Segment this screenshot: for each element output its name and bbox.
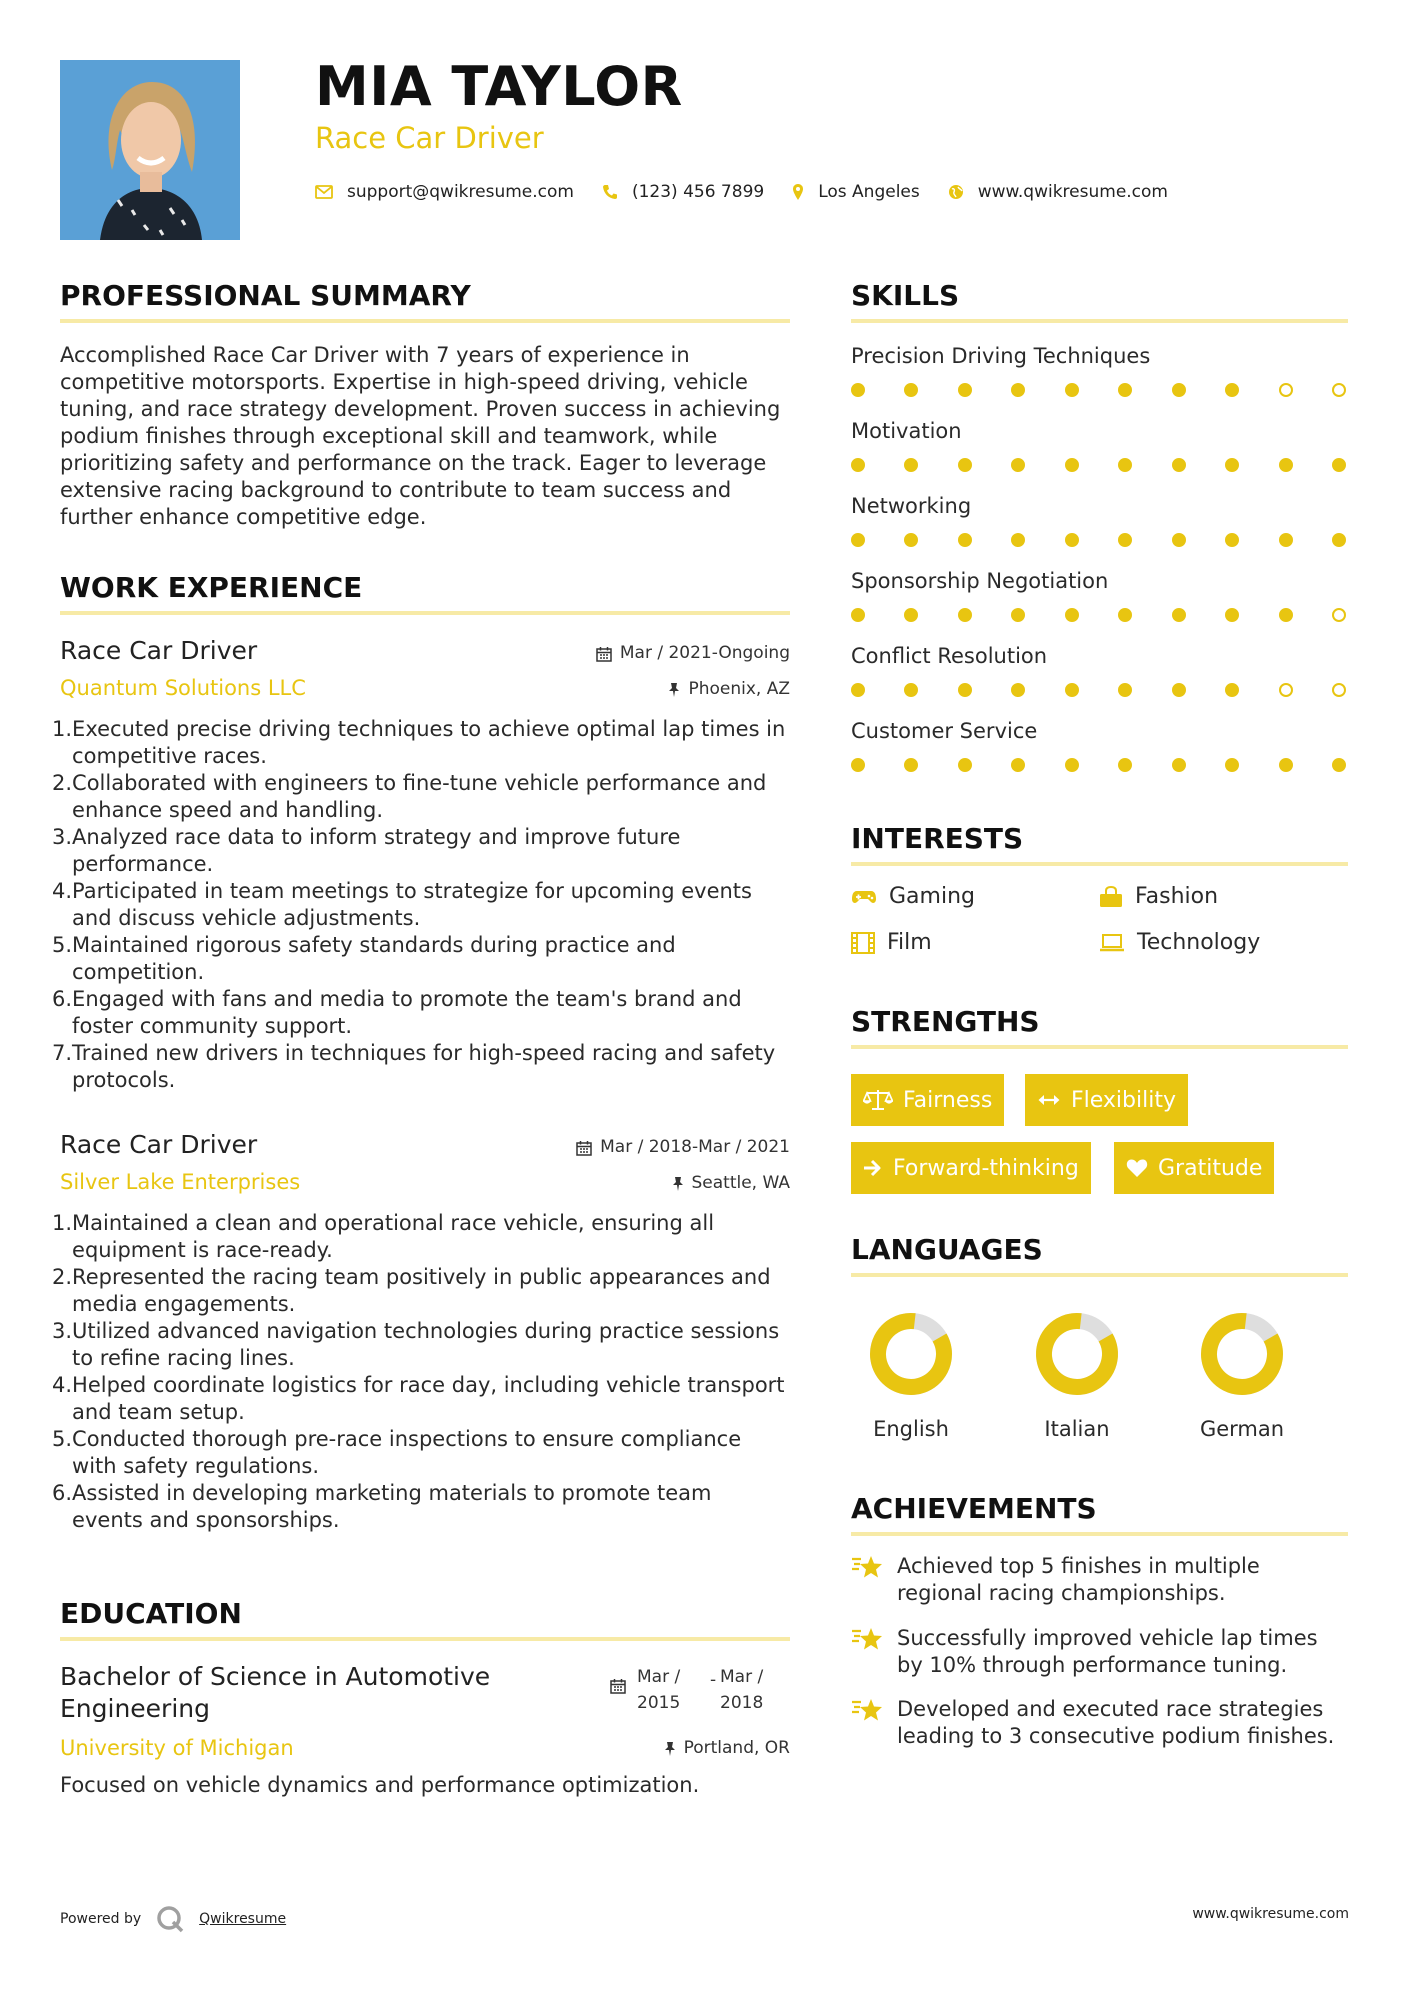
calendar-icon <box>596 646 612 662</box>
skill-dot-filled <box>904 458 918 472</box>
interests-divider <box>851 862 1348 866</box>
skill-dot-filled <box>1011 608 1025 622</box>
skill-dot-filled <box>904 533 918 547</box>
website-text: www.qwikresume.com <box>977 182 1168 202</box>
candidate-name: MIA TAYLOR <box>315 55 683 118</box>
skill-dot-filled <box>1065 758 1079 772</box>
interest-fashion: Fashion <box>1099 886 1218 908</box>
job-1-date-text: Mar / 2021-Ongoing <box>619 643 790 663</box>
skill-dot-filled <box>1172 608 1186 622</box>
contact-location <box>792 182 920 202</box>
skill-dot-filled <box>958 533 972 547</box>
languages-heading: LANGUAGES <box>851 1233 1043 1266</box>
job-1-location <box>500 681 790 698</box>
skill-rating <box>851 533 1346 551</box>
list-item: 7. Trained new drivers in techniques for high-speed racing and safety protocols. <box>52 1041 776 1092</box>
skill-dot-filled <box>904 758 918 772</box>
skill-dot-filled <box>1118 533 1132 547</box>
skill-dot-filled <box>1279 458 1293 472</box>
location-text: Los Angeles <box>818 182 920 202</box>
skill-dot-filled <box>851 683 865 697</box>
achievement-item: Successfully improved vehicle lap times by 10% through performance tuning. <box>851 1625 1346 1679</box>
list-item: 5. Conducted thorough pre-race inspections to ensure compliance with safety regulations. <box>52 1427 742 1478</box>
job-1-company: Quantum Solutions LLC <box>60 676 306 700</box>
skill-dot-filled <box>851 383 865 397</box>
calendar-icon <box>576 1140 592 1156</box>
job-2-bullets <box>52 1210 787 1534</box>
skill-name: Sponsorship Negotiation <box>851 569 1109 593</box>
pin-icon <box>672 1176 684 1192</box>
list-item: 6. Assisted in developing marketing materials to promote team events and sponsorships. <box>52 1481 712 1532</box>
arrow-right-icon <box>863 1159 883 1177</box>
contact-bar <box>315 180 1196 204</box>
skill-name: Precision Driving Techniques <box>851 344 1151 368</box>
skill-dot-filled <box>1065 383 1079 397</box>
film-icon <box>851 932 875 954</box>
candidate-title: Race Car Driver <box>315 121 544 155</box>
skill-dot-filled <box>1118 683 1132 697</box>
skill-rating <box>851 383 1346 401</box>
skill-dot-filled <box>1065 458 1079 472</box>
education-divider <box>60 1637 790 1641</box>
skill-dot-filled <box>1279 608 1293 622</box>
phone-text: (123) 456 7899 <box>631 182 765 202</box>
email-text: support@qwikresume.com <box>347 182 574 202</box>
summary-divider <box>60 319 790 323</box>
job-1-location-text: Phoenix, AZ <box>688 679 790 699</box>
language-donut <box>868 1311 954 1397</box>
interest-film: Film <box>851 932 932 954</box>
skill-dot-filled <box>1225 533 1239 547</box>
skill-rating <box>851 608 1346 626</box>
skill-dot-filled <box>1118 458 1132 472</box>
gamepad-icon <box>851 889 877 905</box>
skill-dot-filled <box>1332 533 1346 547</box>
achievement-item: Achieved top 5 finishes in multiple regional racing championships. <box>851 1553 1346 1607</box>
skill-dot-filled <box>1225 608 1239 622</box>
skill-dot-filled <box>1172 383 1186 397</box>
strengths-divider <box>851 1045 1348 1049</box>
education-end-date: Mar / 2018 <box>720 1667 764 1713</box>
skill-dot-filled <box>904 608 918 622</box>
handbag-icon <box>1099 886 1123 908</box>
list-item: 1. Maintained a clean and operational race vehicle, ensuring all equipment is race-ready. <box>52 1211 715 1262</box>
skills-divider <box>851 319 1348 323</box>
skill-dot-filled <box>1011 533 1025 547</box>
skill-dot-filled <box>958 608 972 622</box>
skill-rating <box>851 683 1346 701</box>
skill-dot-filled <box>958 683 972 697</box>
skill-dot-filled <box>1011 458 1025 472</box>
envelope-icon <box>315 185 333 199</box>
avatar <box>60 60 240 240</box>
skill-dot-filled <box>1065 533 1079 547</box>
degree-line-1: Bachelor of Science in Automotive <box>60 1662 491 1691</box>
skill-dot-filled <box>1332 458 1346 472</box>
pin-icon <box>664 1741 676 1757</box>
skill-dot-filled <box>1172 458 1186 472</box>
footer-url[interactable]: www.qwikresume.com <box>1192 1906 1349 1922</box>
skill-dot-filled <box>1011 383 1025 397</box>
contact-phone[interactable] <box>602 182 764 202</box>
language-name: English <box>873 1417 949 1441</box>
interest-technology: Technology <box>1099 932 1260 954</box>
job-2-location <box>500 1175 790 1192</box>
education-location-text: Portland, OR <box>683 1738 790 1758</box>
list-item: 3. Utilized advanced navigation technologies during practice sessions to refine racing lines. <box>52 1319 780 1370</box>
footer-powered-by: Powered by Qwikresume <box>60 1904 286 1934</box>
skill-dot-empty <box>1332 608 1346 622</box>
education-date-dash: - <box>710 1670 717 1690</box>
list-item: 4. Participated in team meetings to strategize for upcoming events and discuss vehicle adjustments. <box>52 879 752 930</box>
language-donut <box>1199 1311 1285 1397</box>
pin-icon <box>668 682 680 698</box>
job-2-location-text: Seattle, WA <box>691 1173 790 1193</box>
education-description: Focused on vehicle dynamics and performance optimization. <box>60 1773 700 1797</box>
skill-dot-filled <box>851 533 865 547</box>
profile-photo <box>60 60 240 240</box>
skill-name: Customer Service <box>851 719 1038 743</box>
qwikresume-logo-icon <box>155 1904 185 1934</box>
summary-text: Accomplished Race Car Driver with 7 years of experience in competitive motorsports. Expertise in high-speed driving, vehicle tuning, and race strategy development. Proven success in achieving podium finishes through exceptional skill and teamwork, while prioritizing safety and performance on the track. Eager to leverage extensive racing background to contribute to team success and further enhance competitive edge. <box>60 343 781 529</box>
map-marker-icon <box>792 183 804 201</box>
skill-dot-empty <box>1279 683 1293 697</box>
skill-dot-filled <box>1225 458 1239 472</box>
interests-heading: INTERESTS <box>851 822 1024 855</box>
interest-gaming: Gaming <box>851 886 975 908</box>
education-date-icon <box>610 1678 626 1698</box>
skill-dot-filled <box>958 758 972 772</box>
phone-icon <box>602 184 618 200</box>
skill-dot-filled <box>958 458 972 472</box>
achievement-item: Developed and executed race strategies leading to 3 consecutive podium finishes. <box>851 1696 1346 1750</box>
contact-email[interactable] <box>315 182 574 202</box>
arrows-horizontal-icon <box>1037 1093 1061 1107</box>
skill-dot-filled <box>851 608 865 622</box>
skill-dot-filled <box>1225 683 1239 697</box>
strength-gratitude: Gratitude <box>1114 1142 1274 1194</box>
language-donut <box>1034 1311 1120 1397</box>
education-start-date: Mar / 2015 <box>637 1667 681 1713</box>
balance-scale-icon <box>863 1089 893 1111</box>
strength-forward-thinking: Forward-thinking <box>851 1142 1091 1194</box>
globe-icon <box>948 184 964 200</box>
achievements-heading: ACHIEVEMENTS <box>851 1492 1097 1525</box>
skill-dot-filled <box>1011 683 1025 697</box>
skill-dot-filled <box>1118 383 1132 397</box>
education-location <box>500 1740 790 1757</box>
footer-brand-link[interactable]: Qwikresume <box>199 1911 287 1927</box>
list-item: 2. Represented the racing team positively in public appearances and media engagements. <box>52 1265 771 1316</box>
skill-dot-filled <box>1225 758 1239 772</box>
donut-fill <box>868 1311 954 1397</box>
job-2-title: Race Car Driver <box>60 1130 258 1159</box>
language-name: German <box>1199 1417 1285 1441</box>
contact-website[interactable] <box>948 182 1168 202</box>
skill-dot-filled <box>904 683 918 697</box>
laptop-icon <box>1099 933 1125 953</box>
skill-name: Motivation <box>851 419 962 443</box>
skill-rating <box>851 758 1346 776</box>
skill-dot-filled <box>1172 683 1186 697</box>
list-item: 2. Collaborated with engineers to fine-tune vehicle performance and enhance speed and handling. <box>52 771 767 822</box>
skill-dot-filled <box>1279 758 1293 772</box>
skills-heading: SKILLS <box>851 279 960 312</box>
skill-dot-filled <box>1065 683 1079 697</box>
school-name: University of Michigan <box>60 1736 294 1760</box>
job-2-company: Silver Lake Enterprises <box>60 1170 301 1194</box>
list-item: 3. Analyzed race data to inform strategy and improve future performance. <box>52 825 681 876</box>
job-1-date <box>500 645 790 662</box>
skill-dot-empty <box>1332 683 1346 697</box>
skill-dot-filled <box>1332 758 1346 772</box>
star-icon <box>851 1625 885 1653</box>
skill-dot-filled <box>958 383 972 397</box>
work-heading: WORK EXPERIENCE <box>60 571 363 604</box>
donut-fill <box>1199 1311 1285 1397</box>
job-1-title: Race Car Driver <box>60 636 258 665</box>
skill-dot-filled <box>1118 758 1132 772</box>
calendar-icon <box>610 1678 626 1694</box>
degree-line-2: Engineering <box>60 1694 210 1723</box>
star-icon <box>851 1553 885 1581</box>
skill-dot-filled <box>851 758 865 772</box>
list-item: 6. Engaged with fans and media to promote the team's brand and foster community support. <box>52 987 742 1038</box>
skill-dot-empty <box>1332 383 1346 397</box>
skill-rating <box>851 458 1346 476</box>
skill-dot-filled <box>1225 383 1239 397</box>
list-item: 5. Maintained rigorous safety standards during practice and competition. <box>52 933 676 984</box>
achievements-divider <box>851 1532 1348 1536</box>
strength-flexibility: Flexibility <box>1025 1074 1188 1126</box>
education-heading: EDUCATION <box>60 1597 242 1630</box>
skill-dot-filled <box>1172 758 1186 772</box>
skill-dot-empty <box>1279 383 1293 397</box>
work-divider <box>60 611 790 615</box>
star-icon <box>851 1696 885 1724</box>
skill-dot-filled <box>1172 533 1186 547</box>
job-2-date-text: Mar / 2018-Mar / 2021 <box>600 1137 790 1157</box>
job-2-date <box>500 1139 790 1156</box>
skill-name: Conflict Resolution <box>851 644 1048 668</box>
skill-dot-filled <box>1065 608 1079 622</box>
skill-dot-filled <box>1279 533 1293 547</box>
skill-dot-filled <box>904 383 918 397</box>
heart-icon <box>1126 1158 1148 1178</box>
skill-dot-filled <box>1118 608 1132 622</box>
donut-fill <box>1034 1311 1120 1397</box>
list-item: 1. Executed precise driving techniques to achieve optimal lap times in competitive races. <box>52 717 786 768</box>
strengths-heading: STRENGTHS <box>851 1005 1040 1038</box>
list-item: 4. Helped coordinate logistics for race day, including vehicle transport and team setup. <box>52 1373 785 1424</box>
summary-heading: PROFESSIONAL SUMMARY <box>60 279 471 312</box>
job-1-bullets <box>52 716 787 1094</box>
skill-name: Networking <box>851 494 972 518</box>
languages-divider <box>851 1273 1348 1277</box>
skill-dot-filled <box>1011 758 1025 772</box>
language-name: Italian <box>1044 1417 1110 1441</box>
skill-dot-filled <box>851 458 865 472</box>
strength-fairness: Fairness <box>851 1074 1004 1126</box>
